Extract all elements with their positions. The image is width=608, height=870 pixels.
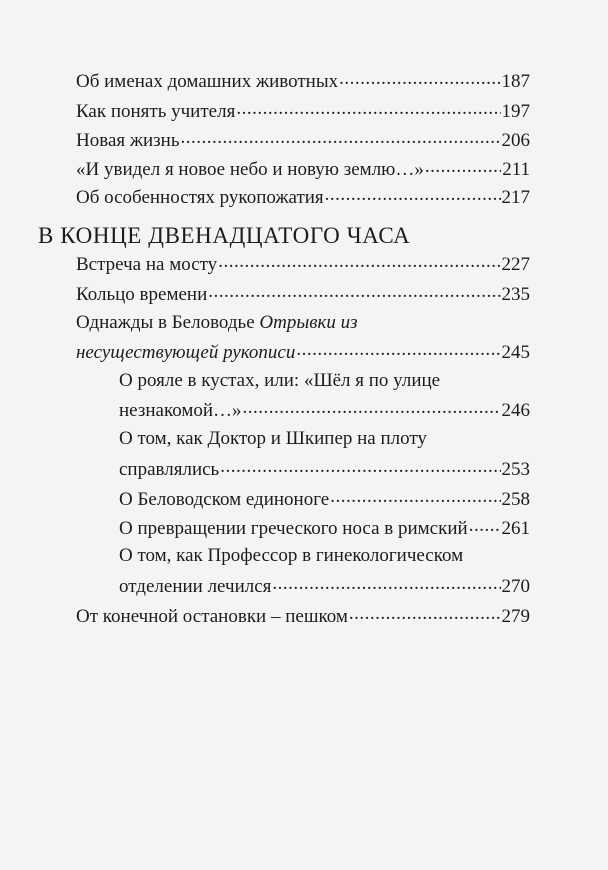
toc-entry-title: Встреча на мосту (76, 254, 218, 275)
toc-entry-bridge (76, 251, 530, 275)
toc-subentry-doctor-line2 (119, 456, 530, 480)
toc-entry-page: 206 (501, 130, 530, 151)
leader-dots (330, 486, 500, 505)
toc-entry-title: Однажды в Беловодье (76, 312, 260, 333)
toc-subentry-monoleg (119, 486, 530, 510)
toc-entry-page: 270 (501, 576, 530, 597)
toc-entry-teacher (76, 98, 530, 122)
toc-entry-page: 217 (501, 187, 530, 208)
toc-entry-title: Новая жизнь (76, 130, 180, 151)
toc-entry-new-heaven (76, 156, 530, 180)
toc-entry-page: 197 (501, 101, 530, 122)
toc-entry-title: отделении лечился (119, 576, 272, 597)
toc-entry-page: 245 (501, 342, 530, 363)
toc-entry-page: 279 (501, 606, 530, 627)
leader-dots (243, 397, 501, 416)
toc-entry-page: 235 (501, 284, 530, 305)
toc-entry-page: 187 (501, 71, 530, 92)
leader-dots (272, 573, 500, 592)
toc-entry-title: О превращении греческого носа в римский (119, 518, 468, 539)
toc-entry-page: 261 (501, 518, 530, 539)
leader-dots (425, 156, 501, 175)
toc-entry-subtitle: Отрывки из (259, 312, 358, 333)
toc-subentry-royal-line1: О рояле в кустах, или: «Шёл я по улице (119, 370, 441, 391)
leader-dots (296, 339, 500, 358)
toc-entry-pets (76, 68, 530, 92)
toc-entry-last-stop (76, 603, 530, 627)
toc-entry-page: 253 (501, 459, 530, 480)
toc-entry-title: Как понять учителя (76, 101, 236, 122)
toc-entry-title: справлялись (119, 459, 220, 480)
toc-entry-title: Об особенностях рукопожатия (76, 187, 324, 208)
toc-subentry-doctor-line1: О том, как Доктор и Шкипер на плоту (119, 428, 427, 449)
toc-entry-title: «И увидел я новое небо и новую землю…» (76, 159, 424, 180)
toc-entry-page: 211 (502, 159, 530, 180)
toc-entry-title: О Беловодском единоноге (119, 489, 330, 510)
toc-entry-belovodye-line2 (76, 339, 530, 363)
toc-subentry-royal-line2 (119, 397, 530, 421)
leader-dots (349, 603, 501, 622)
toc-entry-subtitle: несуществующей рукописи (76, 342, 296, 363)
section-heading: В КОНЦЕ ДВЕНАДЦАТОГО ЧАСА (38, 223, 411, 248)
toc-entry-time-ring (76, 281, 530, 305)
leader-dots (339, 68, 500, 87)
leader-dots (469, 515, 501, 534)
toc-subentry-professor-line2 (119, 573, 530, 597)
toc-entry-belovodye-line1 (76, 311, 358, 335)
toc-entry-page: 258 (501, 489, 530, 510)
toc-entry-page: 227 (501, 254, 530, 275)
toc-entry-handshake (76, 184, 530, 208)
leader-dots (208, 281, 500, 300)
toc-entry-title: Кольцо времени (76, 284, 208, 305)
toc-subentry-professor-line1: О том, как Профессор в гинекологическом (119, 545, 464, 566)
leader-dots (236, 98, 500, 117)
leader-dots (325, 184, 501, 203)
leader-dots (218, 251, 500, 270)
toc-entry-new-life (76, 127, 530, 151)
toc-entry-title: незнакомой…» (119, 400, 242, 421)
toc-entry-title: От конечной остановки – пешком (76, 606, 348, 627)
toc-subentry-nose (119, 515, 530, 539)
toc-entry-title: Об именах домашних животных (76, 71, 339, 92)
leader-dots (220, 456, 500, 475)
toc-entry-page: 246 (501, 400, 530, 421)
leader-dots (181, 127, 501, 146)
